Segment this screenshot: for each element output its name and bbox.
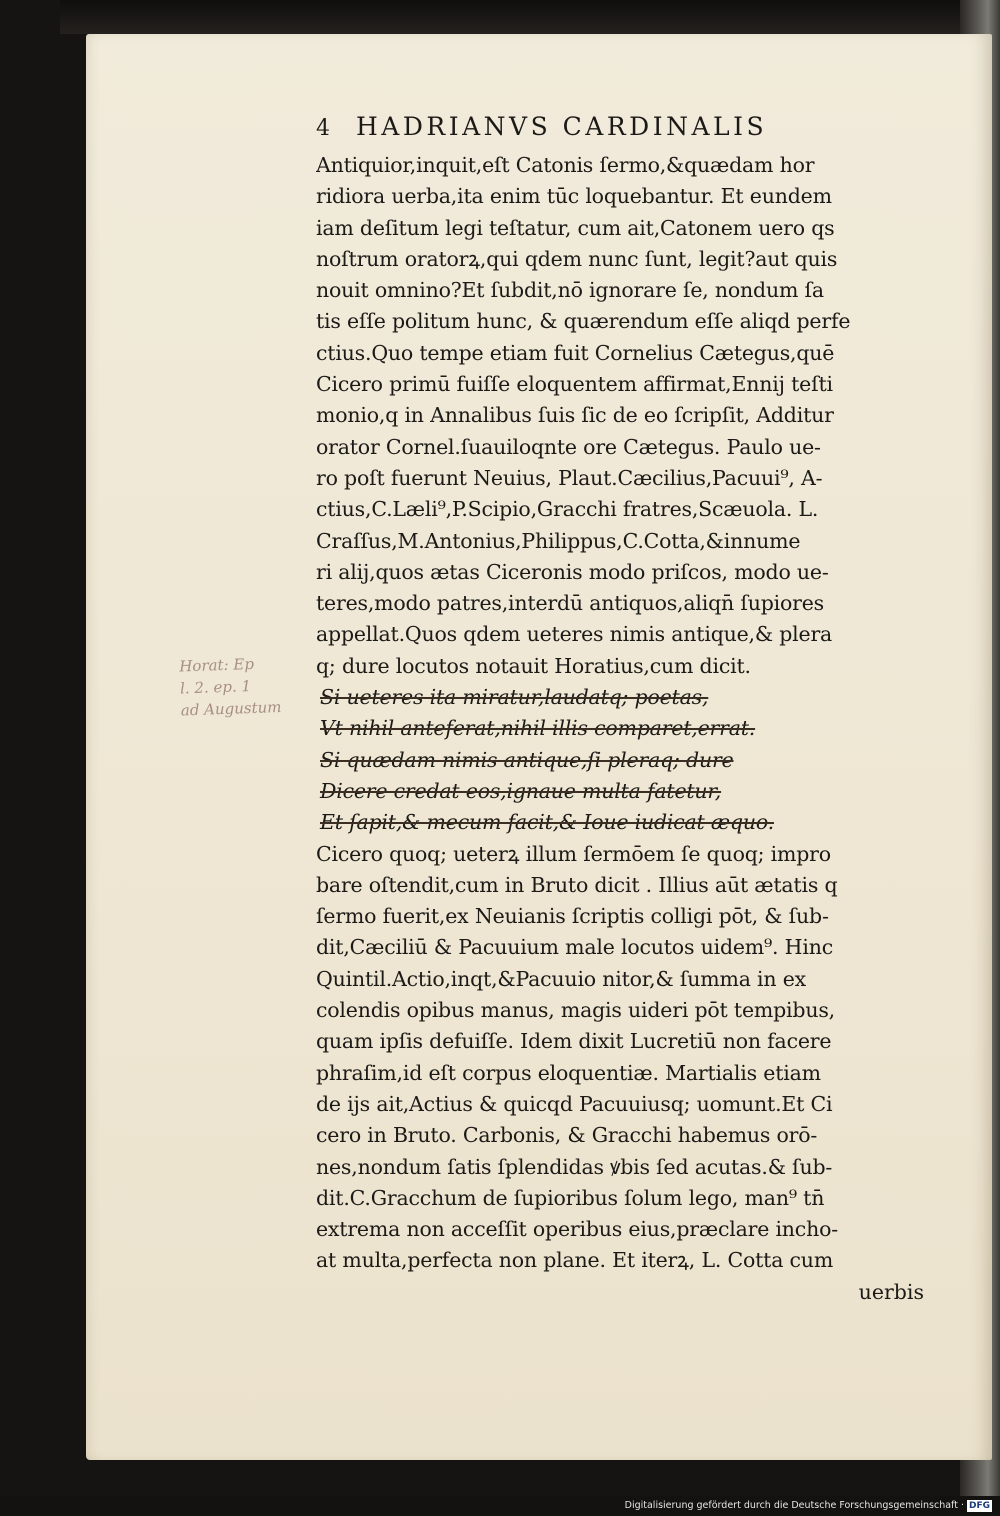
text-line: quam ipſis defuiſſe. Idem dixit Lucretiū non facere: [316, 1029, 832, 1054]
text-line: monio,q in Annalibus ſuis ſic de eo ſcripſit, Additur: [316, 403, 834, 428]
text-line: ctius.Quo tempe etiam fuit Cornelius Cætegus,quē: [316, 340, 835, 365]
text-line: nouit omnino?Et ſubdit,nō ignorare ſe, nondum ſa: [316, 278, 824, 303]
body-paragraph-2: [316, 839, 932, 1277]
text-line: iam deſitum legi teſtatur, cum ait,Catonem uero qs: [316, 215, 835, 240]
digitization-credit: [625, 1498, 992, 1514]
horace-quotation: [316, 682, 932, 838]
marginalia-line: ad Augustum: [180, 697, 282, 720]
dfg-logo-icon: DFG: [968, 1500, 990, 1511]
text-line: teres,modo patres,interdū antiquos,aliqn̄ ſupiores: [316, 591, 824, 616]
text-line: tis eſſe politum hunc, & quærendum eſſe aliqd perfe: [316, 309, 851, 334]
text-line: extrema non acceſſit operibus eius,præclare incho-: [316, 1217, 838, 1242]
text-line: at multa,perfecta non plane. Et iterꝝ, L. Cotta cum: [316, 1248, 834, 1273]
verse-line: Si quædam nimis antique,ſi pleraq; dure: [320, 747, 734, 772]
scan-top-shadow: [60, 0, 1000, 34]
text-line: noſtrum oratorꝝ,qui qdem nunc ſunt, legit?aut quis: [316, 246, 838, 271]
text-line: q; dure locutos notauit Horatius,cum dicit.: [316, 653, 751, 678]
text-line: bare oſtendit,cum in Bruto dicit . Illius aūt ætatis q: [316, 872, 838, 897]
text-line: Cicero quoq; ueterꝝ illum ſermōem ſe quoq; impro: [316, 841, 831, 866]
text-line: Cicero primū fuiſſe eloquentem affirmat,Ennij teſti: [316, 372, 833, 397]
running-head: [316, 112, 932, 150]
text-line: dit.C.Gracchum de ſupioribus ſolum lego, man⁹ tn̄: [316, 1185, 825, 1210]
text-line: Craſſus,M.Antonius,Philippus,C.Cotta,&innume: [316, 528, 801, 553]
text-line: cero in Bruto. Carbonis, & Gracchi habemus orō-: [316, 1123, 818, 1148]
text-line: nes,nondum ſatis ſplendidas ꝟbis ſed acutas.& ſub-: [316, 1154, 833, 1179]
text-line: Quintil.Actio,inqt,&Pacuuio nitor,& ſumma in ex: [316, 966, 806, 991]
catchword: uerbis: [858, 1279, 924, 1304]
text-line: ctius,C.Læli⁹,P.Scipio,Gracchi fratres,Scæuola. L.: [316, 497, 819, 522]
page-text-block: [316, 112, 932, 1308]
text-line: appellat.Quos qdem ueteres nimis antique,& plera: [316, 622, 833, 647]
text-line: ridiora uerba,ita enim tūc loquebantur. Et eundem: [316, 184, 832, 209]
text-line: ſermo fuerit,ex Neuianis ſcriptis colligi pōt, & ſub-: [316, 904, 829, 929]
credit-text: Digitalisierung gefördert durch die Deutsche Forschungsgemeinschaft ·: [624, 1500, 964, 1511]
verse-line: Dicere credat eos,ignaue multa fatetur,: [320, 778, 722, 803]
text-line: dit,Cæciliū & Pacuuium male locutos uidem⁹. Hinc: [316, 935, 834, 960]
text-line: ro poſt fuerunt Neuius, Plaut.Cæcilius,Pacuui⁹, A-: [316, 465, 823, 490]
verse-line: Vt nihil anteferat,nihil illis comparet,errat.: [320, 716, 756, 741]
running-head-title: HADRIANVS CARDINALIS: [356, 112, 768, 141]
marginalia-line: Horat: Ep: [178, 654, 255, 676]
marginalia-line: l. 2. ep. 1: [179, 677, 252, 698]
text-line: colendis opibus manus, magis uideri pōt tempibus,: [316, 998, 835, 1023]
book-page: [86, 34, 992, 1460]
text-line: Antiquior,inquit,eſt Catonis ſermo,&quædam hor: [316, 153, 815, 177]
text-line: orator Cornel.ſuauiloqnte ore Cætegus. Paulo ue-: [316, 434, 821, 459]
body-paragraph-1: [316, 150, 932, 682]
text-line: phraſim,id eſt corpus eloquentiæ. Martialis etiam: [316, 1060, 821, 1085]
verse-line: Si ueteres ita miratur,laudatq; poetas,: [320, 685, 709, 710]
text-line: ri alij,quos ætas Ciceronis modo priſcos, modo ue-: [316, 559, 829, 584]
text-line: de ijs ait,Actius & quicqd Pacuuiusq; uomunt.Et Ci: [316, 1091, 833, 1116]
page-number: 4: [316, 116, 330, 141]
verse-line: Et ſapit,& mecum facit,& Ioue iudicat æquo.: [320, 810, 774, 835]
